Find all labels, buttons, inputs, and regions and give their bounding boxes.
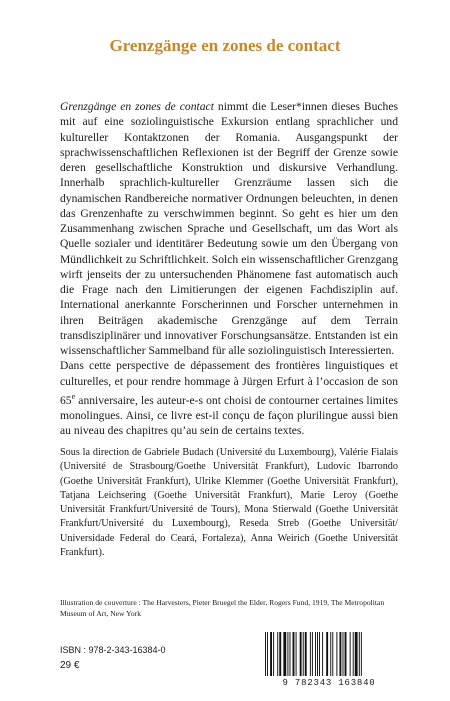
barcode-bar [330, 632, 331, 676]
ean13-barcode-icon [256, 632, 402, 690]
barcode-bar [315, 632, 316, 676]
isbn-number: ISBN : 978-2-343-16384-0 [60, 645, 166, 655]
barcode-bar [350, 632, 351, 676]
book-description [60, 99, 398, 438]
barcode-bar [319, 632, 320, 676]
barcode-bar [287, 632, 288, 676]
barcode-bar [293, 632, 295, 676]
barcode-digits: 9 782343 163840 [282, 678, 376, 688]
barcode-bar [265, 632, 266, 676]
barcode-bar [326, 632, 328, 676]
book-title: Grenzgänge en zones de contact [109, 36, 341, 55]
barcode-bar [279, 632, 281, 676]
description-german-text: nimmt die Leser*innen dieses Buches mit auf eine soziolinguistische Exkursion entlang sprachlicher und kultureller Kontaktzonen der Romania. Ausgangspunkt der sprachwissenschaftlichen Reflexionen ist der Begriff der Grenze sowie deren gesellschaftliche Konstruktion und diskursive Verhandlung. Innerhalb sprachlich-kultureller Grenzräume lassen sich die dynamischen Randbereiche normativer Ordnungen beleuchten, in denen das Grenzenhafte zu verschwimmen beginnt. So geht es hier um den Zusammenhang zwischen Sprache und Gesellschaft, um das Wort als Quelle sozialer und identitärer Bedeutung sowie um den Übergang von Mündlichkeit zu Schriftlichkeit. Solch ein wissenschaftlicher Grenzgang wirft jenseits der zu untersuchenden Phänomene fast automatisch auch die Frage nach den Limitierungen der eigenen Fachdisziplin auf. International anerkannte Forscherinnen und Forscher unternehmen in ihren Beiträgen akademische Grenzgänge auf dem Terrain transdisziplinärer und innovativer Forschungsansätze. Entstanden ist ein wissenschaftlicher Sammelband für alle soziolinguistisch Interessierten. [60, 100, 398, 357]
barcode-bar [303, 632, 304, 676]
price-label: 29 € [60, 660, 80, 671]
barcode-bar [343, 632, 344, 676]
barcode-bar [353, 632, 354, 676]
barcode-bar [289, 632, 290, 676]
barcode-bar [305, 632, 307, 676]
barcode-bar [300, 632, 302, 676]
barcode-bar [345, 632, 347, 676]
ordinal-superscript: e [71, 391, 76, 401]
description-french: Dans cette perspective de dépassement des frontières linguistiques et culturelles, et pour rendre hommage à Jürgen Erfurt à l’occasion de son 65e anniversaire, les auteur-e-s ont choisi de contourner certaines limites monolingues. Ainsi, ce livre est-il conçu de façon plurilingue aussi bien au niveau des chapitres qu’au sein de certains textes. [60, 359, 398, 438]
description-german [60, 99, 398, 358]
barcode-bar [310, 632, 311, 676]
barcode-bar [277, 632, 278, 676]
barcode-bars [264, 632, 398, 678]
barcode-bar [296, 632, 297, 676]
barcode-bar [273, 632, 274, 676]
barcode-bar [336, 632, 337, 676]
barcode-bar [332, 632, 333, 676]
barcode-bar [361, 632, 362, 676]
barcode-bar [339, 632, 341, 676]
barcode-bar [312, 632, 313, 676]
barcode-bar [322, 632, 323, 676]
barcode-bar [270, 632, 272, 676]
barcode-bar [283, 632, 286, 676]
description-title-italic: Grenzgänge en zones de contact [60, 100, 214, 113]
barcode-bar [355, 632, 358, 676]
illustration-credit: Illustration de couverture : The Harvesters, Pieter Bruegel the Elder, Rogers Fund, 1919, The Metropolitan Museum of Art, New York [60, 598, 385, 618]
barcode-bar [359, 632, 360, 676]
editors-list: Sous la direction de Gabriele Budach (Université du Luxembourg), Valérie Fialais (Université de Strasbourg/Goethe Universität Frankfurt), Ludovic Ibarrondo (Goethe Universität Frankfurt), Ulrike Klemmer (Goethe Universität Frankfurt), Tatjana Leichsering (Goethe Universität Frankfurt), Marie Leroy (Goethe Universität Frankfurt/Université de Tours), Mona Stierwald (Goethe Universität Frankfurt/Université du Luxembourg), Reseda Streb (Goethe Universität/ Universidade Federal do Ceará, Fortaleza), Anna Weirich (Goethe Universität Frankfurt). [60, 447, 398, 559]
barcode-bar [267, 632, 268, 676]
barcode-bar [317, 632, 318, 676]
